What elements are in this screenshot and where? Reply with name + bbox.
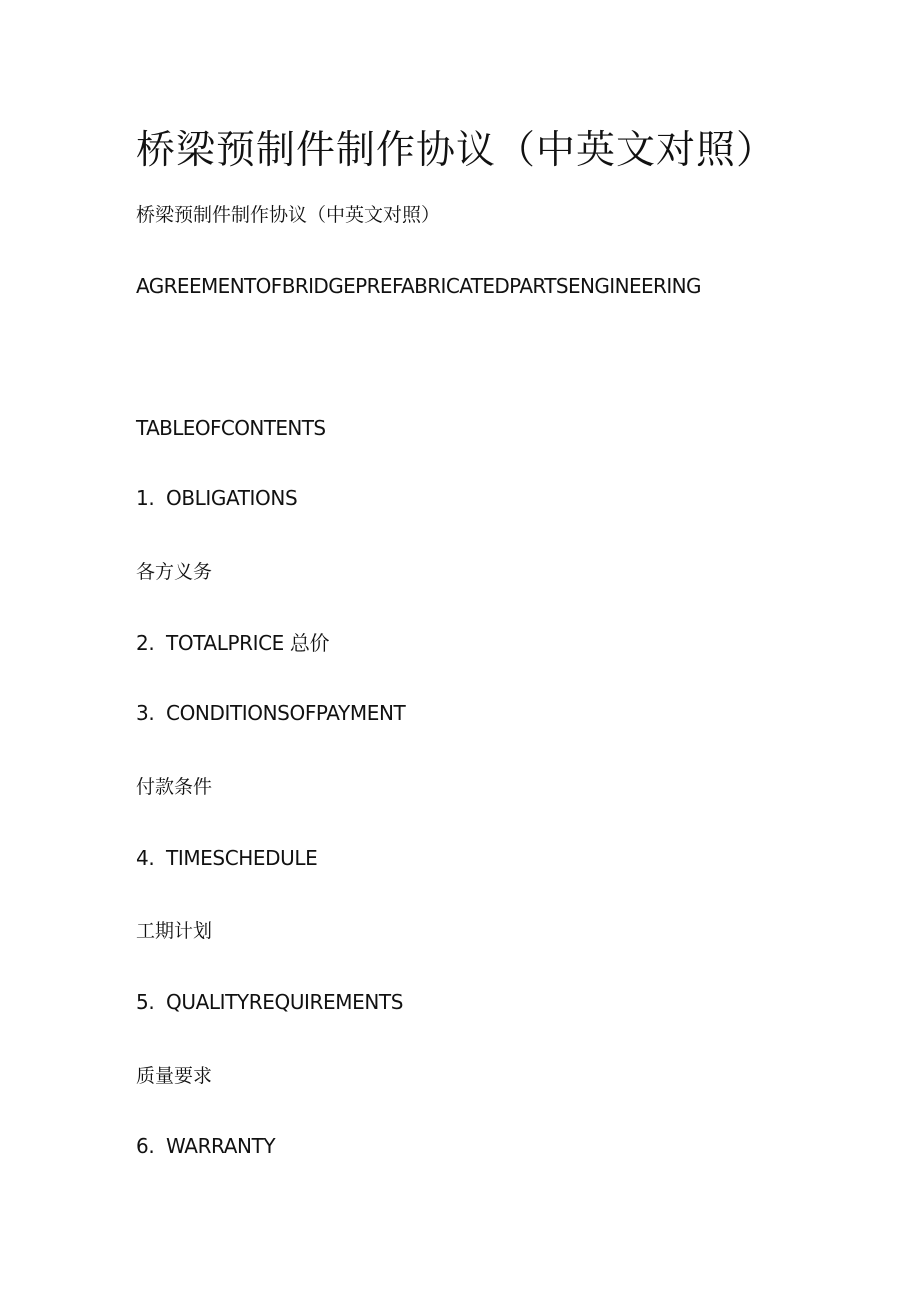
toc-item-label: OBLIGATIONS — [166, 486, 298, 510]
toc-item-chinese-schedule: 工期计划 — [136, 920, 213, 942]
toc-item-number: 4. — [136, 846, 155, 870]
toc-item-chinese-obligations: 各方义务 — [136, 561, 213, 583]
document-title: 桥梁预制件制作协议（中英文对照） — [136, 128, 777, 173]
toc-item-label: WARRANTY — [166, 1134, 276, 1158]
toc-item-number: 6. — [136, 1134, 155, 1158]
english-title: AGREEMENTOFBRIDGEPREFABRICATEDPARTSENGINEERING — [136, 274, 701, 298]
toc-item-number: 2. — [136, 631, 155, 655]
toc-item-total-price — [136, 633, 329, 653]
toc-item-obligations — [136, 488, 297, 508]
toc-item-number: 5. — [136, 990, 155, 1014]
toc-item-label: QUALITYREQUIREMENTS — [166, 990, 404, 1014]
toc-item-label: CONDITIONSOFPAYMENT — [166, 701, 406, 725]
toc-item-quality-requirements — [136, 992, 403, 1012]
toc-item-label: TOTALPRICE 总价 — [166, 631, 330, 655]
document-subtitle: 桥梁预制件制作协议（中英文对照） — [136, 204, 441, 226]
toc-item-chinese-quality: 质量要求 — [136, 1065, 213, 1087]
toc-item-number: 1. — [136, 486, 155, 510]
toc-item-label: TIMESCHEDULE — [166, 846, 318, 870]
toc-item-number: 3. — [136, 701, 155, 725]
toc-item-chinese-payment: 付款条件 — [136, 776, 213, 798]
toc-item-time-schedule — [136, 848, 317, 868]
toc-item-conditions-of-payment — [136, 703, 405, 723]
toc-item-warranty — [136, 1136, 275, 1156]
toc-heading: TABLEOFCONTENTS — [136, 416, 326, 440]
